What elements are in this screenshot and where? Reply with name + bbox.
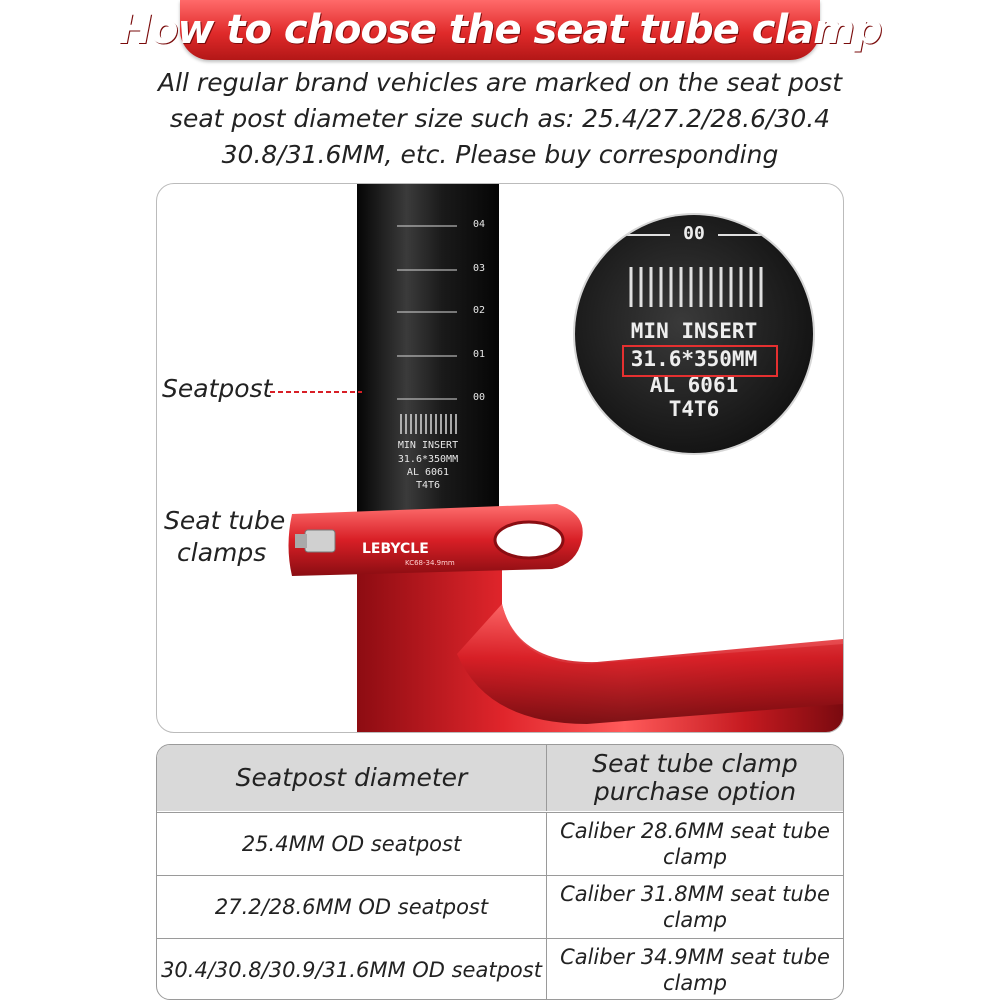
zoom-detail-circle [575,215,813,453]
post-mark-03: 03 [472,263,485,274]
zoom-size: 31.6*350MM [630,347,758,371]
header-clamp-option [547,745,843,811]
callout-seatpost-leader [270,390,362,394]
title-banner [118,0,882,60]
size-table [156,744,844,1000]
header-clamp-option-line-2: purchase option [593,777,797,806]
row-option-line-1: Caliber 31.8MM seat tube [560,882,830,906]
page-title: How to choose the seat tube clamp [118,7,882,53]
table-header-row [157,745,843,811]
post-text-temper: T4T6 [415,480,441,491]
row-option-line-1: Caliber 34.9MM seat tube [560,944,830,969]
post-mark-04: 04 [472,219,485,230]
post-mark-02: 02 [472,305,485,316]
header-clamp-option-line-1: Seat tube clamp [592,749,798,778]
zoom-mark-00: 00 [683,223,705,244]
row-option [547,813,843,875]
post-mark-00: 00 [472,392,485,403]
row-diameter: 27.2/28.6MM OD seatpost [157,876,547,938]
clamp-brand-logo: LEBYCLE [362,541,429,557]
row-diameter: 25.4MM OD seatpost [157,813,547,875]
callout-clamp-line-1: Seat tube [164,506,286,535]
table-row [157,812,843,875]
row-option-line-2: clamp [662,970,728,995]
row-option [547,939,843,1000]
row-option-line-1: Caliber 28.6MM seat tube [560,819,830,843]
zoom-min-insert: MIN INSERT [630,319,758,343]
row-option-line-2: clamp [662,845,728,869]
post-text-min-insert: MIN INSERT [397,440,459,451]
clamp-eyelet [495,522,563,558]
post-text-alloy: AL 6061 [406,467,450,478]
callout-clamp-line-2: clamps [177,538,267,567]
header-seatpost-diameter: Seatpost diameter [157,745,547,811]
size-highlight-box [622,345,778,377]
clamp-bolt [305,530,335,552]
intro-line-3: 30.8/31.6MM, etc. Please buy corresponding [221,140,779,169]
intro-line-2: seat post diameter size such as: 25.4/27.2/28.6/30.4 [169,104,831,133]
clamp-model-text: KC68-34.9mm [405,559,455,567]
row-diameter: 30.4/30.8/30.9/31.6MM OD seatpost [157,939,547,1000]
zoom-alloy: AL 6061 [649,373,739,397]
post-text-size: 31.6*350MM [397,454,459,465]
callout-seatpost: Seatpost [162,374,273,403]
zoom-temper: T4T6 [668,397,720,421]
table-row [157,875,843,938]
post-mark-01: 01 [472,349,485,360]
row-option-line-2: clamp [662,908,728,932]
row-option [547,876,843,938]
frame-top-tube [457,604,843,724]
table-row [157,938,843,1000]
intro-line-1: All regular brand vehicles are marked on the seat post [157,68,843,97]
